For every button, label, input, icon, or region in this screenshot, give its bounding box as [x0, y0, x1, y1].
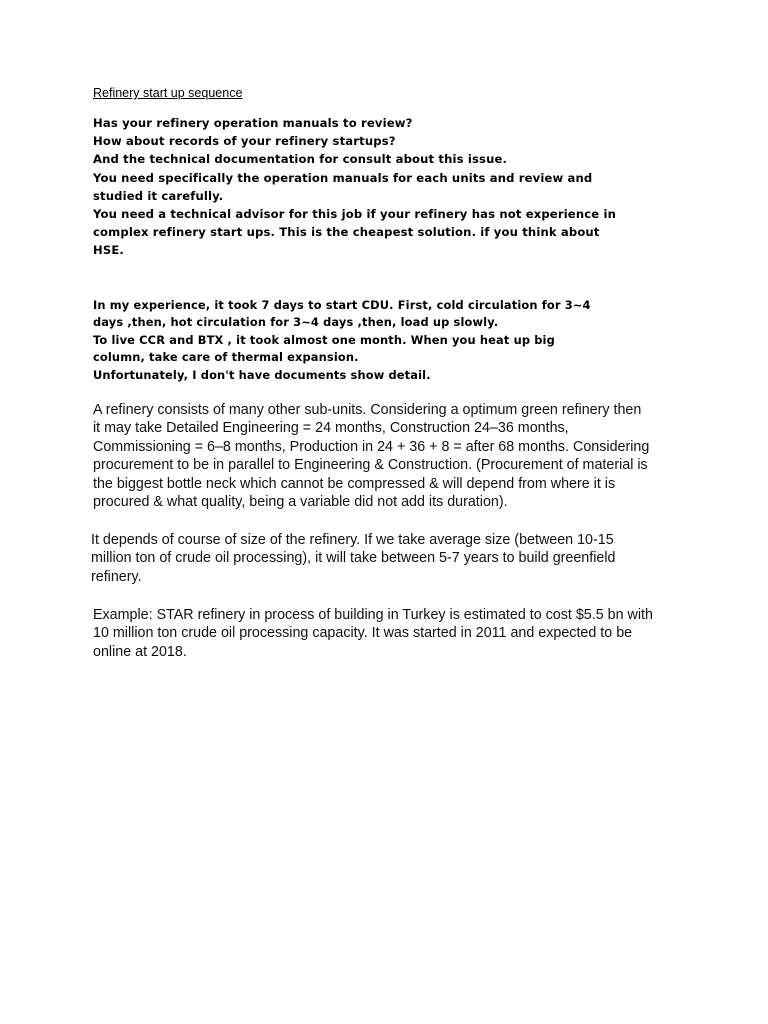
schedule-paragraph [93, 401, 685, 511]
text-line: million ton of crude oil processing), it will take between 5-7 years to build greenfield [91, 550, 616, 567]
text-line: the biggest bottle neck which cannot be compressed & will depend from where it is [93, 475, 616, 492]
text-line: it may take Detailed Engineering = 24 months, Construction 24–36 months, [93, 420, 569, 437]
size-paragraph [91, 531, 683, 586]
text-line: You need specifically the operation manuals for each units and review and [93, 170, 593, 185]
example-paragraph [93, 606, 685, 661]
text-line: Has your refinery operation manuals to review? [93, 116, 413, 130]
text-line: procurement to be in parallel to Engineering & Construction. (Procurement of material is [93, 457, 648, 474]
text-line: days ,then, hot circulation for 3~4 days ,then, load up slowly. [93, 315, 499, 330]
text-line: 10 million ton crude oil processing capacity. It was started in 2011 and expected to be [93, 625, 633, 642]
text-line: And the technical documentation for consult about this issue. [93, 152, 508, 167]
document-title: Refinery start up sequence [93, 86, 243, 100]
text-line: column, take care of thermal expansion. [93, 350, 359, 365]
text-line: To live CCR and BTX , it took almost one month. When you heat up big [93, 332, 555, 347]
text-line: Example: STAR refinery in process of building in Turkey is estimated to cost $5.5 bn with [93, 607, 653, 623]
text-line: You need a technical advisor for this job if your refinery has not experience in [93, 207, 616, 222]
text-line: studied it carefully. [93, 188, 224, 203]
text-line: Unfortunately, I don't have documents show detail. [93, 367, 431, 382]
text-line: A refinery consists of many other sub-units. Considering a optimum green refinery then [93, 402, 642, 418]
text-line: procured & what quality, being a variable did not add its duration). [93, 494, 508, 511]
startup-questions-block [93, 114, 685, 260]
text-line: How about records of your refinery startups? [93, 134, 396, 149]
text-line: Commissioning = 6–8 months, Production in 24 + 36 + 8 = after 68 months. Considering [93, 438, 650, 455]
text-line: In my experience, it took 7 days to start CDU. First, cold circulation for 3~4 [93, 298, 591, 312]
experience-block [93, 297, 685, 384]
text-line: refinery. [91, 568, 142, 585]
text-line: It depends of course of size of the refinery. If we take average size (between 10-15 [91, 532, 614, 548]
text-line: HSE. [93, 243, 124, 258]
text-line: online at 2018. [93, 643, 187, 660]
text-line: complex refinery start ups. This is the cheapest solution. if you think about [93, 225, 600, 240]
